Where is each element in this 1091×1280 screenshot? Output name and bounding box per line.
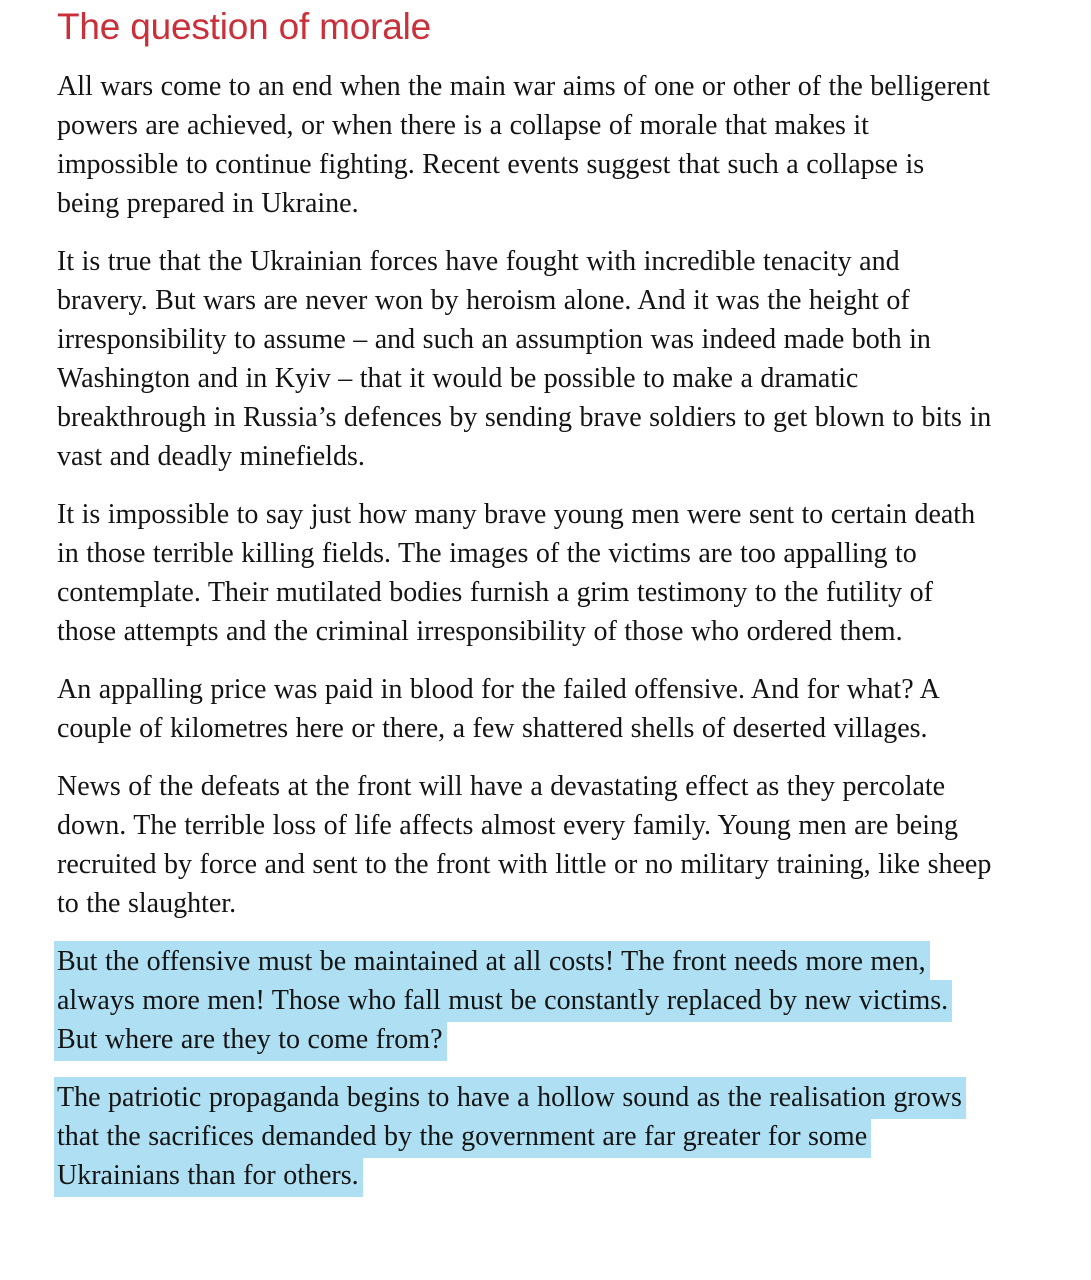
article-heading: The question of morale: [57, 6, 432, 47]
article-paragraph-highlighted: [57, 1078, 992, 1195]
article-paragraph: It is true that the Ukrainian forces have fought with incredible tenacity and bravery. But wars are never won by heroism alone. And it was the height of irresponsibility to assume – and such an assumption was indeed made both in Washington and in Kyiv – that it would be possible to make a dramatic breakthrough in Russia’s defences by sending brave soldiers to get blown to bits in vast and deadly minefields.: [57, 245, 992, 472]
highlighted-text: But the offensive must be maintained at all costs! The front needs more men, always more men! Those who fall must be constantly replaced by new victims. But where are they to come from?: [54, 941, 952, 1061]
article-paragraph: All wars come to an end when the main war aims of one or other of the belligerent powers are achieved, or when there is a collapse of morale that makes it impossible to continue fighting. Recent events suggest that such a collapse is being prepared in Ukraine.: [57, 70, 990, 219]
article-paragraph: News of the defeats at the front will have a devastating effect as they percolate down. The terrible loss of life affects almost every family. Young men are being recruited by force and sent to the front with little or no military training, like sheep to the slaughter.: [57, 770, 992, 919]
article-paragraph-highlighted: [57, 942, 992, 1059]
article-paragraph: An appalling price was paid in blood for the failed offensive. And for what? A couple of kilometres here or there, a few shattered shells of deserted villages.: [57, 673, 939, 744]
article-paragraph: It is impossible to say just how many brave young men were sent to certain death in those terrible killing fields. The images of the victims are too appalling to contemplate. Their mutilated bodies furnish a grim testimony to the futility of those attempts and the criminal irresponsibility of those who ordered them.: [57, 498, 976, 647]
highlighted-text: The patriotic propaganda begins to have a hollow sound as the realisation grows that the sacrifices demanded by the government are far greater for some Ukrainians than for others.: [54, 1077, 966, 1197]
